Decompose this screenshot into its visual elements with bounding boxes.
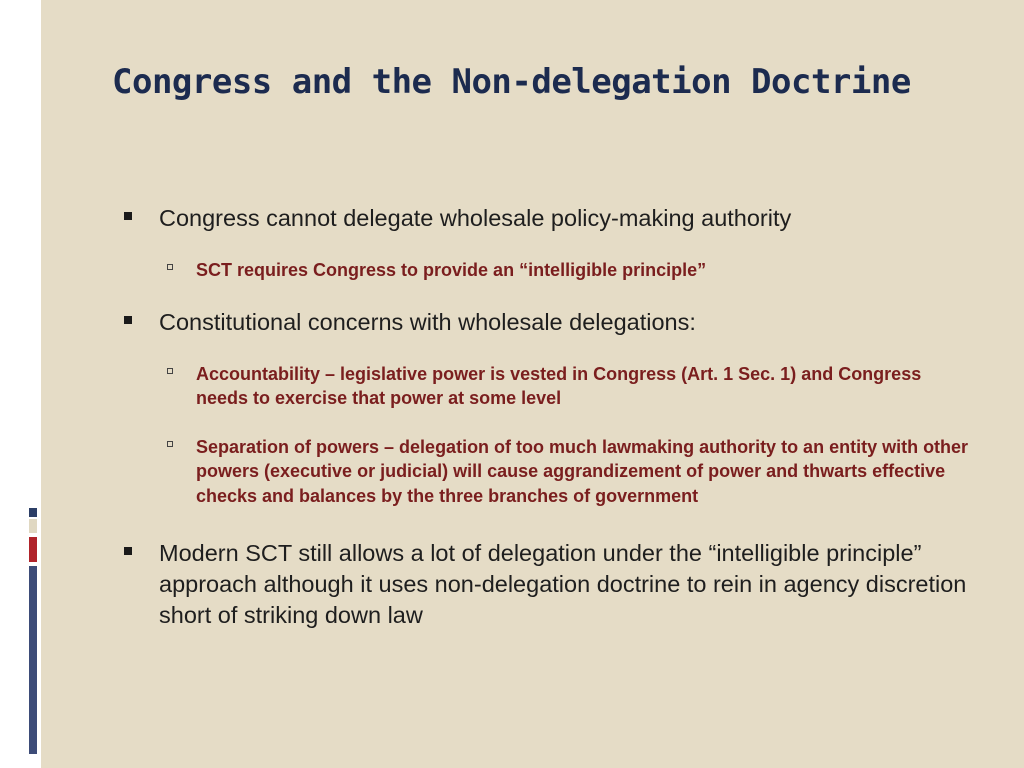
hollow-square-bullet-icon (167, 264, 173, 270)
sub-bullet-text: Separation of powers – delegation of too much lawmaking authority to an entity with other powers (executive or judicial) will cause aggrandizement of power and thwarts effective checks and balances by the three branches of government (196, 436, 969, 506)
sub-bullet-item (120, 435, 970, 509)
decorative-blue-bar (29, 566, 37, 754)
decorative-blue-block (29, 508, 37, 517)
bullet-item (120, 538, 970, 631)
slide-title: Congress and the Non-delegation Doctrine (112, 62, 911, 102)
sub-bullet-text: Accountability – legislative power is vested in Congress (Art. 1 Sec. 1) and Congress needs to exercise that power at some level (196, 363, 922, 408)
decorative-red-block (29, 537, 37, 562)
bullet-item (120, 203, 970, 234)
square-bullet-icon (124, 547, 132, 555)
hollow-square-bullet-icon (167, 441, 173, 447)
bullet-text: Constitutional concerns with wholesale delegations: (159, 308, 696, 335)
decorative-beige-block (29, 519, 37, 533)
bullet-text: Congress cannot delegate wholesale policy-making authority (159, 205, 792, 231)
sub-bullet-item (120, 362, 970, 411)
bullet-text: Modern SCT still allows a lot of delegation under the “intelligible principle” approach although it uses non-delegation doctrine to rein in agency discretion short of striking down law (159, 540, 967, 628)
sub-bullet-item (120, 258, 970, 283)
hollow-square-bullet-icon (167, 368, 173, 374)
square-bullet-icon (124, 212, 132, 220)
sub-bullet-text: SCT requires Congress to provide an “intelligible principle” (196, 260, 707, 280)
bullet-item (120, 307, 970, 338)
square-bullet-icon (124, 316, 132, 324)
slide-content (120, 200, 970, 631)
